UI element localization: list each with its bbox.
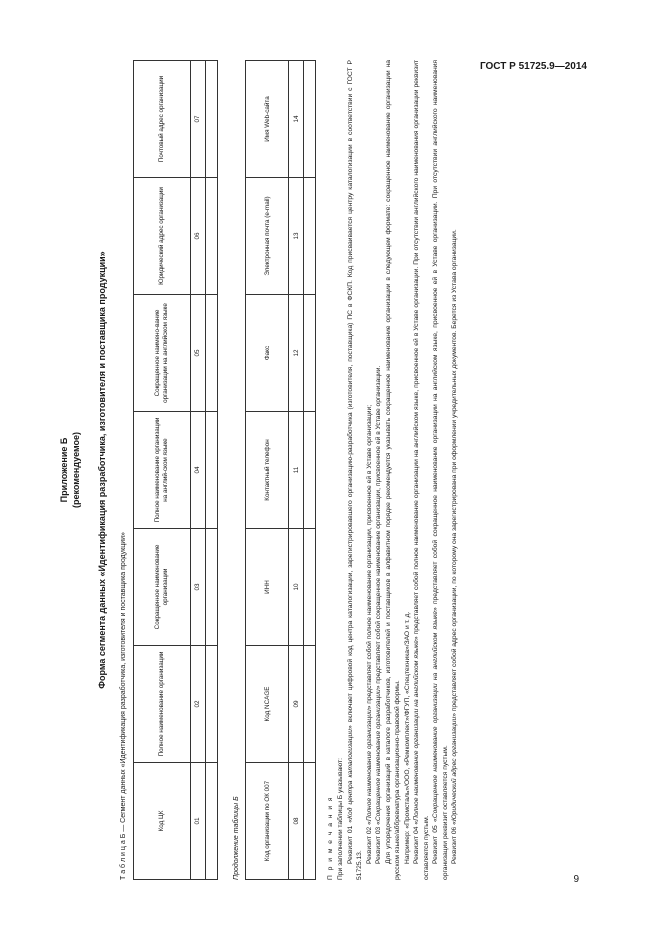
note-r01: Реквизит 01 «Код центра каталогизации» включает цифровой код центра каталогизации, зарегистрировавшего организацию-разработчика (изготовителя, поставщика) ПС в ФСКП. Код присваивается центру каталогизации в соответствии с ГОСТ Р 51725.13. xyxy=(346,60,364,880)
table2-header-row xyxy=(246,61,289,880)
table2-header-cell: Электронная почта (e-mail) xyxy=(246,178,289,295)
table1-header-cell: Сокращенное наименование организации xyxy=(133,529,190,646)
notes-title: П р и м е ч а н и я xyxy=(327,795,335,880)
document-header: ГОСТ Р 51725.9—2014 xyxy=(479,61,587,72)
note-r05: Реквизит 05 «Сокращенное наименование организации на английском языке» представляет собой сокращенное наименование организации на английском языке, присвоенное ей в Уставе организации. При отсутствии английского наименования организации реквизит оставляется пустым. xyxy=(432,60,449,880)
note-r06: Реквизит 06 «Юридический адрес организации» представляет собой адрес организации, по которому она зарегистрирована при оформлении учредительных документов. Берется из Устава организации. xyxy=(451,229,459,864)
table2-number-row xyxy=(289,61,304,880)
notes-intro: При заполнении таблицы Б указывают: xyxy=(336,758,344,880)
notes-section xyxy=(326,60,459,880)
table1-header-cell: Код ЦК xyxy=(133,763,190,880)
table1-header-cell: Почтовый адрес организации xyxy=(133,61,190,178)
table1-header-cell: Полное наименование организации xyxy=(133,646,190,763)
table2-number-cell: 13 xyxy=(289,178,304,295)
table2-caption: Продолжение таблицы Б xyxy=(232,796,240,880)
table2-number-cell: 14 xyxy=(289,61,304,178)
table1-header-cell: Полное наименование организации на англий-ском языке xyxy=(133,412,190,529)
table1-empty-row xyxy=(205,61,217,880)
table2-number-cell: 10 xyxy=(289,529,304,646)
note-example: Например: «Промсталь»/ООО, «Ремкомплект»/ФГУП, «Спецтехника»/ЗАО и т. д. xyxy=(403,611,411,864)
table1-number-cell: 03 xyxy=(190,529,205,646)
annex-subtitle: (рекомендуемое) xyxy=(71,432,82,508)
table1-number-cell: 04 xyxy=(190,412,205,529)
table2-empty-row xyxy=(304,61,316,880)
table1-number-cell: 07 xyxy=(190,61,205,178)
main-title: Форма сегмента данных «Идентификация разработчика, изготовителя и поставщика продукции» xyxy=(97,251,108,689)
annex-title: Приложение Б xyxy=(59,437,69,503)
table2-number-cell: 12 xyxy=(289,295,304,412)
note-ordering: Для упорядочения организаций в каталоге разработчиков, изготовителей и поставщиков в алфавитном порядке рекомендуется указывать сокращенное наименование организации в следующем формате: сокращенное наименование организации на русском языке/аббревиатура организационно-правовой формы. xyxy=(384,60,402,880)
table2 xyxy=(245,60,316,880)
table2-header-cell: ИНН xyxy=(246,529,289,646)
table1-number-row xyxy=(190,61,205,880)
note-r02: Реквизит 02 «Полное наименование организации» представляет собой полное наименование организации, присвоенное ей в Уставе организации; xyxy=(365,404,373,864)
rotated-content xyxy=(50,60,570,880)
note-r03: Реквизит 03 «Сокращенное наименование организации» представляет собой сокращенное наименование организации, присвоенное ей в Уставе организации. xyxy=(375,365,383,864)
note-r04: Реквизит 04 «Полное наименование организации на английском языке» представляет собой полное наименование организации на английском языке, присвоенное ей в Уставе организации. При отсутствии английского наименования организации реквизит оставляется пустым. xyxy=(413,60,430,880)
table2-number-cell: 08 xyxy=(289,763,304,880)
table1-number-cell: 06 xyxy=(190,178,205,295)
table1-header-cell: Сокращенное наимено-вание организации на английском языке xyxy=(133,295,190,412)
table2-header-cell: Контактный телефон xyxy=(246,412,289,529)
table1-caption: Т а б л и ц а Б — Сегмент данных «Идентификация разработчика, изготовителя и поставщика продукции» xyxy=(119,532,127,880)
table2-header-cell: Код организации по ОК 007 xyxy=(246,763,289,880)
table1-number-cell: 02 xyxy=(190,646,205,763)
table1 xyxy=(133,60,218,880)
table1-number-cell: 05 xyxy=(190,295,205,412)
table2-number-cell: 09 xyxy=(289,646,304,763)
table1-number-cell: 01 xyxy=(190,763,205,880)
table2-header-cell: Имя Web-сайта xyxy=(246,61,289,178)
page-number: 9 xyxy=(573,874,579,885)
table2-number-cell: 11 xyxy=(289,412,304,529)
table1-header-cell: Юридический адрес организации xyxy=(133,178,190,295)
table2-header-cell: Факс xyxy=(246,295,289,412)
table1-header-row xyxy=(133,61,190,880)
annex-heading xyxy=(58,60,82,880)
table2-header-cell: Код NCAGE xyxy=(246,646,289,763)
